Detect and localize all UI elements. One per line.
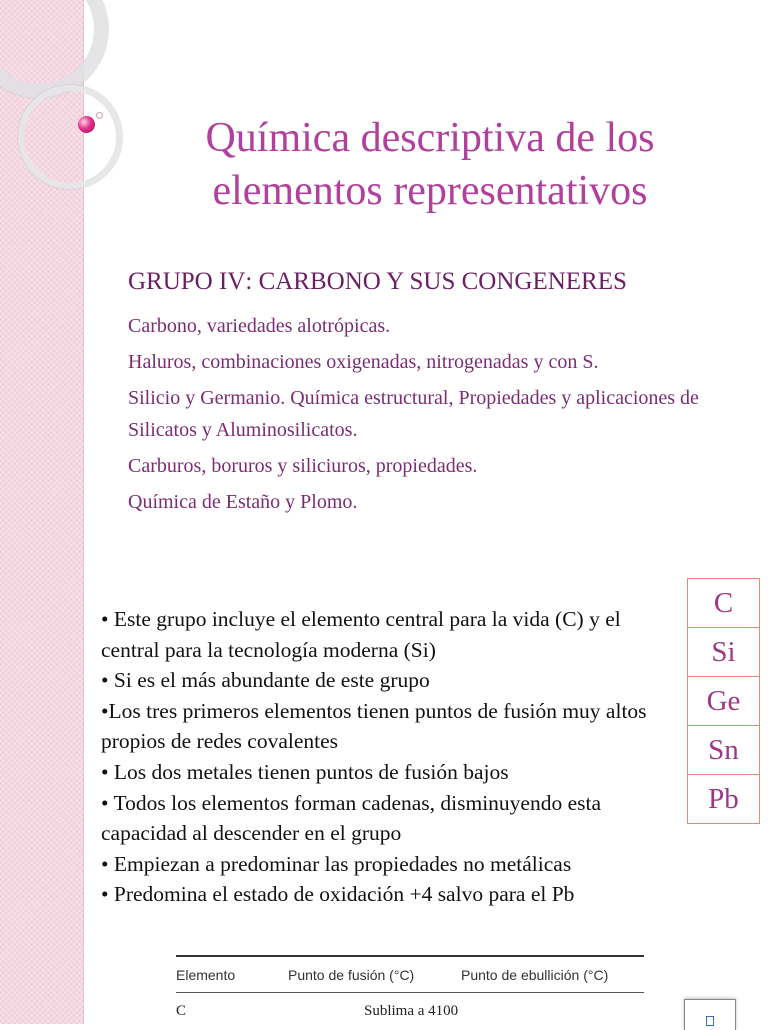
decorative-ring [18,85,122,189]
group-heading-subtitle: : CARBONO Y SUS CONGENERES [245,268,627,295]
bullet-item: • Este grupo incluye el elemento central para la vida (C) y el central para la tecnología moderna (Si) [101,607,621,662]
topic-item: Carbono, variedades alotrópicas. [128,315,391,337]
table-header-rule [176,992,644,993]
properties-table [176,955,644,1024]
element-cell-ge: Ge [687,676,760,726]
group-heading-name: GRUPO IV [128,268,246,295]
slide-title-line1: Química descriptiva de los [205,115,655,161]
bullet-item: • Empiezan a predominar las propiedades no metálicas [101,851,572,876]
topic-item: Silicio y Germanio. Química estructural, Propiedades y aplicaciones de Silicatos y Aluminosilicatos. [128,387,699,441]
table-header-element: Elemento [176,967,236,983]
topic-item: Carburos, boruros y siliciuros, propiedades. [128,455,478,477]
table-top-rule [176,955,644,957]
viewer-corner-icon[interactable] [684,999,736,1030]
table-header-melting: Punto de fusión (°C) [288,967,415,983]
bullet-list [101,604,681,910]
table-cell-value: Sublima a 4100 [364,1003,459,1019]
bullet-item: • Predomina el estado de oxidación +4 salvo para el Pb [101,882,575,907]
element-column [687,578,760,823]
bullet-item: • Todos los elementos forman cadenas, disminuyendo esta capacidad al descender en el grupo [101,790,602,846]
slide-title-line2: elementos representativos [212,168,648,214]
bullet-item: •Los tres primeros elementos tienen puntos de fusión muy altos propios de redes covalentes [101,698,647,754]
element-cell-pb: Pb [687,774,760,824]
bullet-item: • Si es el más abundante de este grupo [101,668,430,693]
group-heading [128,268,627,296]
page-icon [706,1016,714,1026]
topic-list [128,310,748,522]
table-cell-element: C [176,1003,187,1019]
element-cell-sn: Sn [687,725,760,775]
element-cell-si: Si [687,627,760,677]
topic-item: Haluros, combinaciones oxigenadas, nitrogenadas y con S. [128,351,599,373]
bullet-item: • Los dos metales tienen puntos de fusión bajos [101,759,509,784]
decorative-ring-top [0,0,108,98]
table-header-boiling: Punto de ebullición (°C) [461,967,609,983]
decorative-bead [78,116,95,133]
topic-item: Química de Estaño y Plomo. [128,491,358,513]
decorative-bead-small [96,112,103,119]
slide-title [120,112,740,218]
element-cell-c: C [687,578,760,628]
